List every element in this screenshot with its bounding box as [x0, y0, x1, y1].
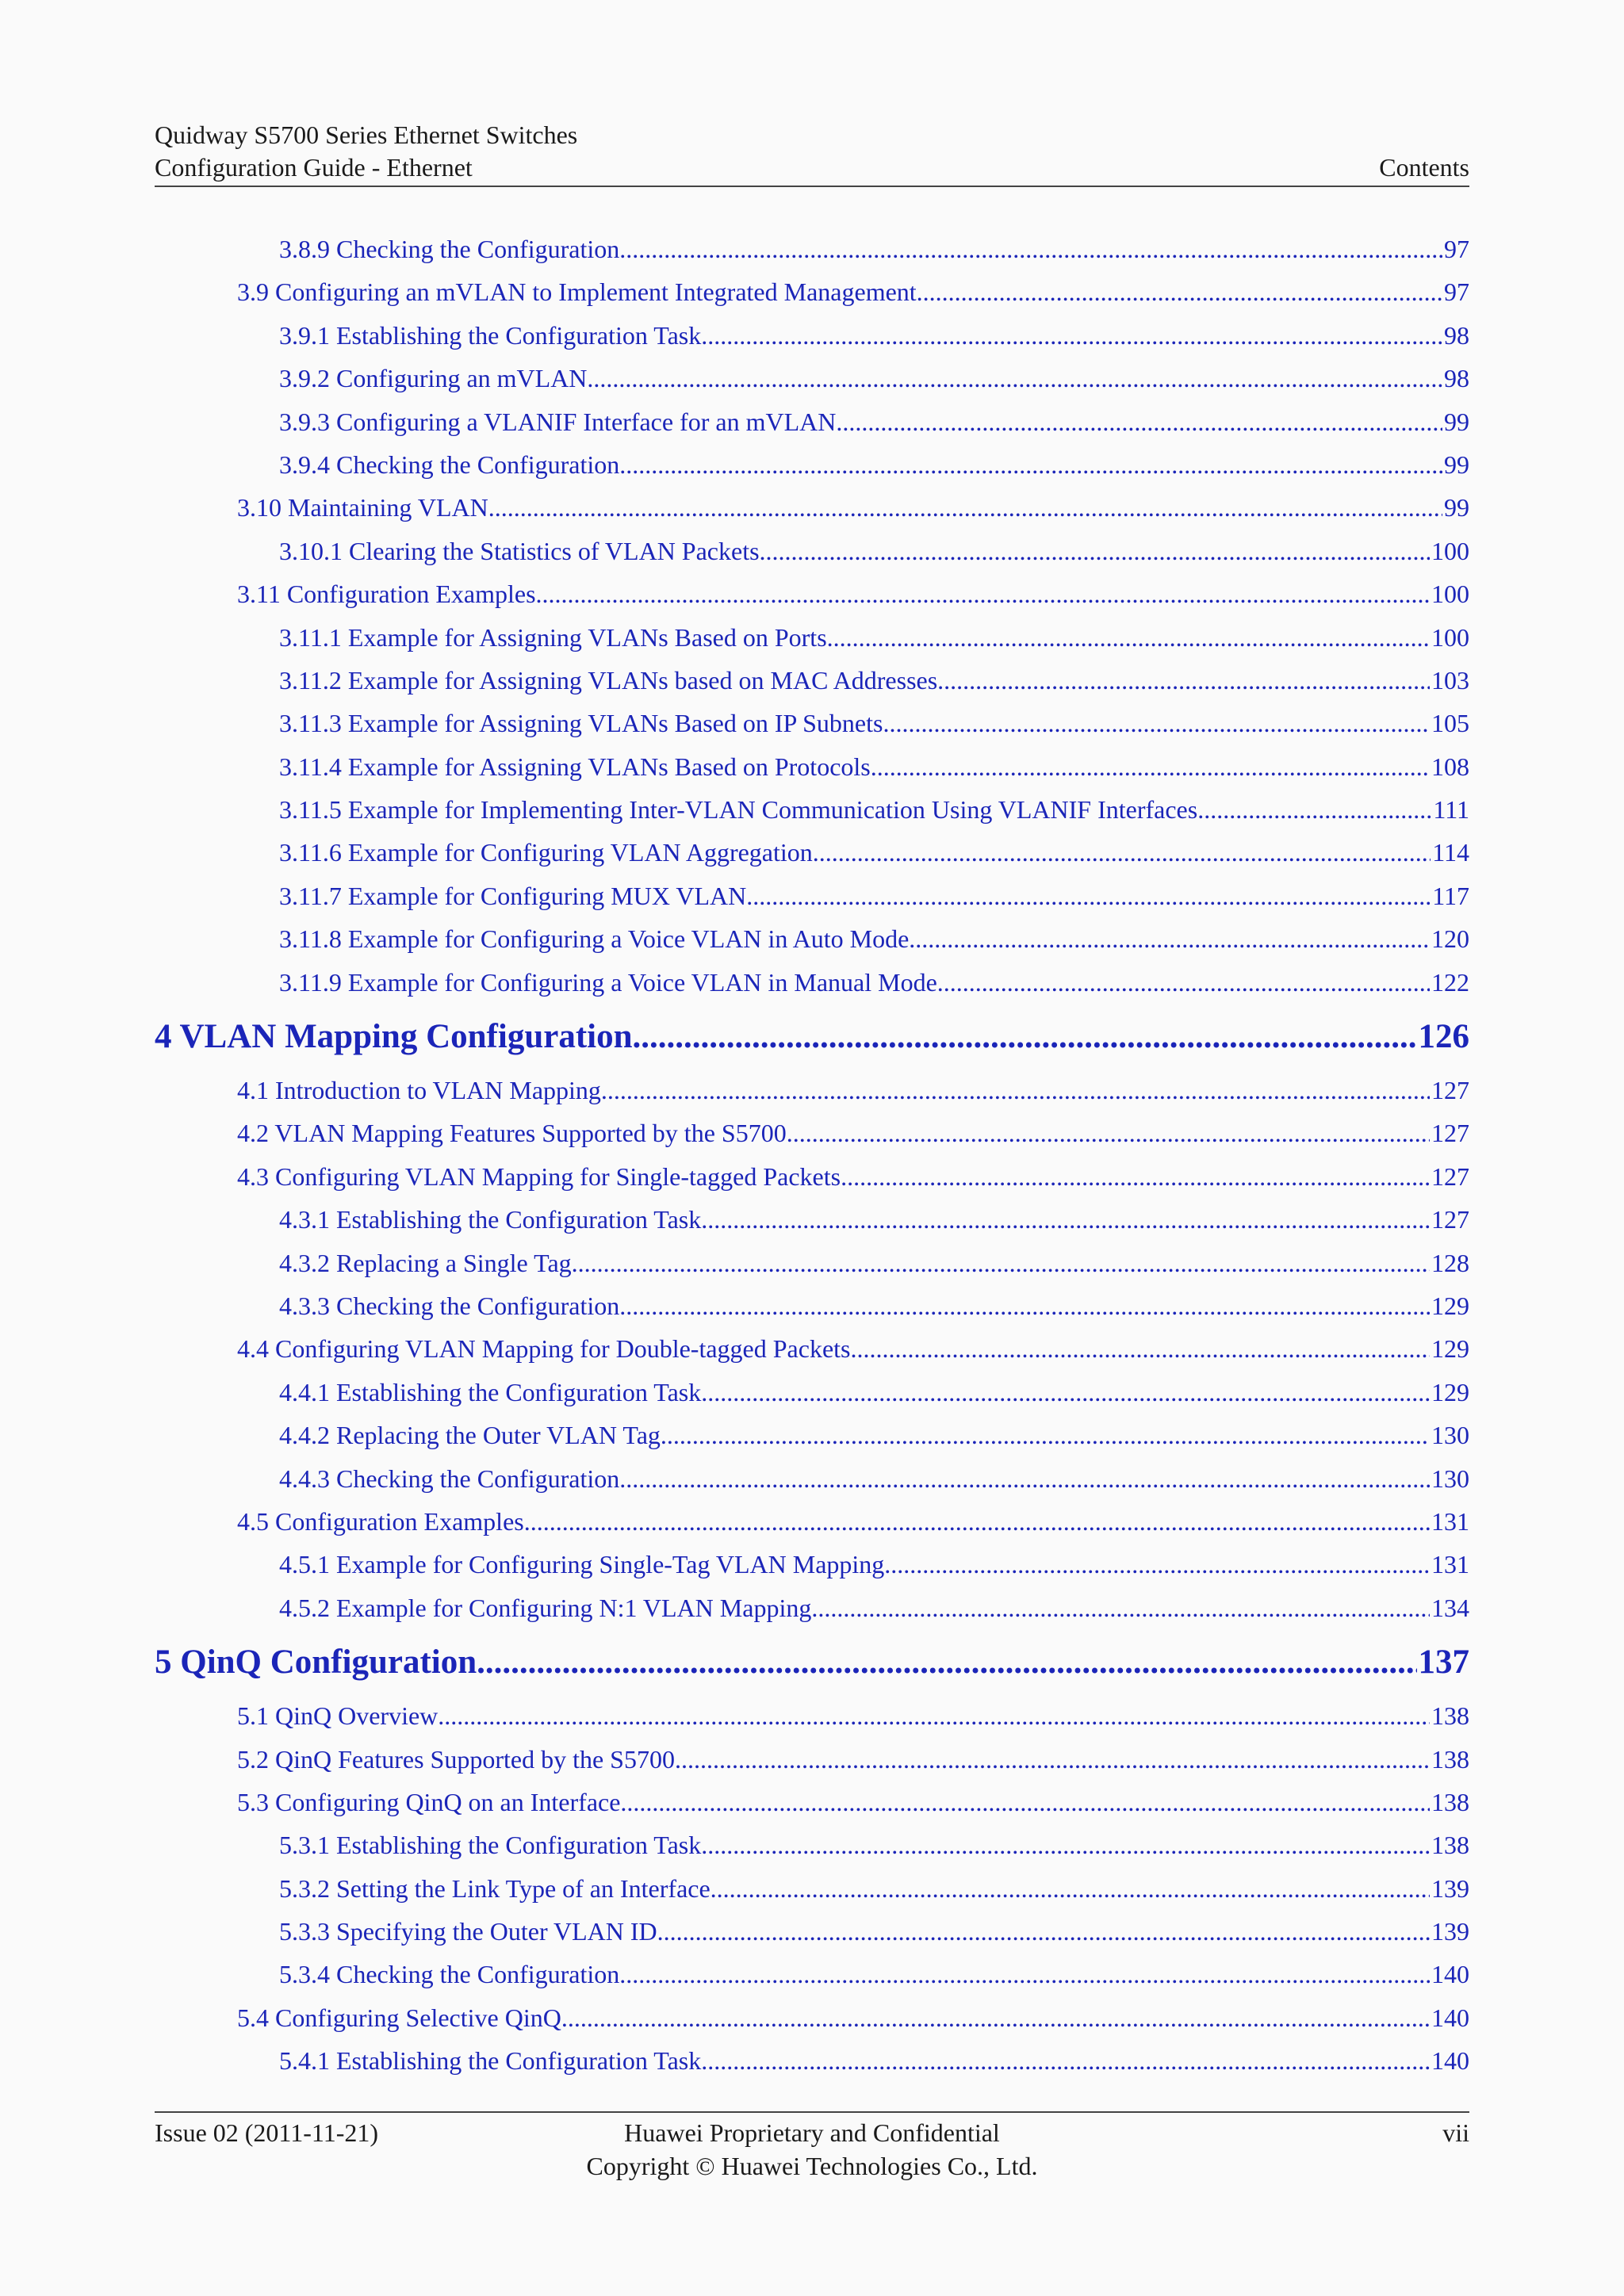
toc-entry-page: 138: [1431, 1744, 1469, 1774]
toc-entry-page: 127: [1431, 1161, 1469, 1191]
toc-dot-leader: [675, 1738, 1430, 1781]
toc-dot-leader: [937, 659, 1430, 702]
toc-entry-title: 3.11.4 Example for Assigning VLANs Based on Protocols: [279, 752, 871, 781]
toc-dot-leader: [701, 1198, 1430, 1241]
toc-entry-title: 5.3.1 Establishing the Configuration Task: [279, 1831, 702, 1860]
toc-entry[interactable]: [155, 1112, 1469, 1154]
toc-entry-title: 3.9.4 Checking the Configuration: [279, 450, 620, 479]
footer-confidential: Huawei Proprietary and Confidential: [624, 2118, 1000, 2147]
toc-entry[interactable]: [155, 357, 1469, 400]
toc-entry-title: 4.5.1 Example for Configuring Single-Tag VLAN Mapping: [279, 1550, 885, 1579]
toc-entry[interactable]: [155, 400, 1469, 443]
toc-entry-title: 3.9.1 Establishing the Configuration Task: [279, 320, 702, 350]
toc-entry-title: 4.2 VLAN Mapping Features Supported by the S5700: [237, 1119, 787, 1148]
toc-entry-page: 97: [1444, 235, 1469, 263]
table-of-contents: [155, 228, 1469, 2083]
toc-dot-leader: [619, 1953, 1430, 1996]
toc-dot-leader: [811, 1586, 1430, 1629]
toc-entry-title: 3.11 Configuration Examples: [237, 580, 536, 609]
toc-entry[interactable]: [155, 314, 1469, 357]
toc-dot-leader: [701, 2039, 1430, 2082]
footer-copyright: Copyright © Huawei Technologies Co., Ltd.: [586, 2152, 1038, 2180]
toc-entry-page: 134: [1431, 1593, 1469, 1622]
toc-dot-leader: [561, 1996, 1430, 2039]
toc-dot-leader: [937, 961, 1430, 1004]
toc-dot-leader: [619, 1457, 1430, 1500]
toc-entry-page: 131: [1431, 1550, 1469, 1579]
toc-entry-title: 3.11.5 Example for Implementing Inter-VLAN Communication Using VLANIF Interfaces: [279, 795, 1198, 825]
toc-dot-leader: [841, 1155, 1430, 1198]
toc-entry-title: 4.5.2 Example for Configuring N:1 VLAN Mapping: [279, 1593, 812, 1622]
toc-entry-page: 130: [1431, 1464, 1469, 1493]
toc-entry-page: 129: [1431, 1291, 1469, 1320]
toc-entry[interactable]: [155, 831, 1469, 874]
toc-dot-leader: [657, 1910, 1430, 1953]
toc-entry-page: 140: [1431, 2046, 1469, 2076]
toc-entry-page: 100: [1431, 622, 1469, 652]
toc-entry[interactable]: [155, 1738, 1469, 1781]
toc-entry-title: 3.11.7 Example for Configuring MUX VLAN: [279, 881, 747, 910]
toc-dot-leader: [619, 1284, 1430, 1327]
toc-dot-leader: [917, 270, 1442, 313]
header-guide-title: Configuration Guide - Ethernet: [155, 153, 473, 182]
toc-entry[interactable]: [155, 1910, 1469, 1953]
page-header: [155, 119, 1469, 187]
toc-entry[interactable]: [155, 228, 1469, 270]
toc-dot-leader: [701, 1823, 1430, 1866]
toc-entry-page: 127: [1431, 1076, 1469, 1105]
toc-entry-page: 140: [1431, 2003, 1469, 2032]
toc-dot-leader: [524, 1500, 1430, 1543]
toc-entry-page: 127: [1431, 1205, 1469, 1234]
toc-entry[interactable]: [155, 1284, 1469, 1327]
toc-dot-leader: [587, 357, 1442, 400]
toc-entry-title: 5.4 Configuring Selective QinQ: [237, 2003, 561, 2032]
toc-dot-leader: [787, 1112, 1430, 1154]
header-product-title: Quidway S5700 Series Ethernet Switches: [155, 121, 578, 149]
toc-entry[interactable]: [155, 961, 1469, 1004]
toc-dot-leader: [701, 314, 1442, 357]
toc-dot-leader: [746, 874, 1431, 917]
toc-entry-title: 5.3.4 Checking the Configuration: [279, 1960, 620, 1989]
toc-dot-leader: [710, 1867, 1430, 1910]
toc-entry-page: 127: [1431, 1119, 1469, 1148]
toc-entry-page: 138: [1431, 1831, 1469, 1860]
toc-entry-page: 100: [1431, 580, 1469, 609]
toc-dot-leader: [619, 228, 1442, 270]
toc-entry-title: 3.9.3 Configuring a VLANIF Interface for an mVLAN: [279, 407, 837, 436]
toc-entry-title: 4.3.2 Replacing a Single Tag: [279, 1248, 572, 1277]
toc-entry-page: 140: [1431, 1960, 1469, 1989]
toc-entry[interactable]: [155, 1781, 1469, 1823]
toc-entry[interactable]: [155, 1327, 1469, 1370]
toc-dot-leader: [572, 1242, 1430, 1284]
toc-entry[interactable]: [155, 1634, 1469, 1691]
toc-entry[interactable]: [155, 486, 1469, 529]
toc-dot-leader: [438, 1694, 1430, 1737]
toc-entry-page: 98: [1444, 364, 1469, 393]
toc-entry-title: 4.4.3 Checking the Configuration: [279, 1464, 620, 1493]
toc-entry-title: 3.9.2 Configuring an mVLAN: [279, 364, 588, 393]
toc-entry-page: 130: [1431, 1421, 1469, 1450]
toc-entry-page: 99: [1444, 407, 1469, 436]
toc-entry-page: 99: [1444, 450, 1469, 479]
toc-entry-title: 5.3.2 Setting the Link Type of an Interface: [279, 1873, 710, 1903]
toc-entry[interactable]: [155, 1953, 1469, 1996]
toc-entry[interactable]: [155, 745, 1469, 788]
header-section-name: Contents: [1379, 153, 1469, 182]
toc-entry[interactable]: [155, 1457, 1469, 1500]
toc-entry-title: 3.11.6 Example for Configuring VLAN Aggregation: [279, 838, 813, 867]
toc-entry-page: 139: [1431, 1917, 1469, 1946]
toc-entry[interactable]: [155, 788, 1469, 831]
toc-entry-page: 137: [1418, 1644, 1469, 1682]
toc-entry-title: 5.2 QinQ Features Supported by the S5700: [237, 1744, 675, 1774]
toc-entry-page: 97: [1444, 277, 1469, 307]
toc-entry-title: 4.3.3 Checking the Configuration: [279, 1291, 620, 1320]
toc-entry-title: 4.3 Configuring VLAN Mapping for Single-tagged Packets: [237, 1161, 841, 1191]
footer-issue: Issue 02 (2011-11-21): [155, 2118, 379, 2147]
toc-dot-leader: [851, 1327, 1431, 1370]
toc-entry-title: 3.11.1 Example for Assigning VLANs Based on Ports: [279, 622, 827, 652]
toc-entry[interactable]: [155, 1371, 1469, 1414]
toc-entry-page: 108: [1431, 752, 1469, 781]
toc-entry[interactable]: [155, 874, 1469, 917]
toc-entry-title: 4.1 Introduction to VLAN Mapping: [237, 1076, 601, 1105]
toc-entry-page: 122: [1431, 967, 1469, 997]
toc-entry-title: 4.5 Configuration Examples: [237, 1506, 524, 1536]
toc-entry-page: 138: [1431, 1701, 1469, 1731]
toc-entry[interactable]: [155, 1198, 1469, 1241]
toc-dot-leader: [633, 1008, 1417, 1066]
toc-entry-page: 105: [1431, 709, 1469, 738]
toc-entry[interactable]: [155, 1008, 1469, 1066]
toc-entry-page: 129: [1431, 1377, 1469, 1406]
toc-entry[interactable]: [155, 270, 1469, 313]
toc-entry[interactable]: [155, 2039, 1469, 2082]
toc-entry[interactable]: [155, 443, 1469, 486]
toc-entry-page: 131: [1431, 1506, 1469, 1536]
toc-entry-page: 128: [1431, 1248, 1469, 1277]
toc-entry-page: 129: [1431, 1334, 1469, 1364]
toc-entry[interactable]: [155, 1867, 1469, 1910]
toc-dot-leader: [601, 1069, 1430, 1112]
toc-entry-title: 3.11.9 Example for Configuring a Voice VLAN in Manual Mode: [279, 967, 937, 997]
toc-entry-title: 5.4.1 Establishing the Configuration Task: [279, 2046, 702, 2076]
toc-entry[interactable]: [155, 702, 1469, 744]
toc-entry-page: 138: [1431, 1787, 1469, 1816]
toc-entry-page: 120: [1431, 924, 1469, 954]
toc-dot-leader: [909, 917, 1430, 960]
toc-entry-title: 4.4 Configuring VLAN Mapping for Double-tagged Packets: [237, 1334, 851, 1364]
toc-entry-title: 3.11.2 Example for Assigning VLANs based on MAC Addresses: [279, 665, 938, 695]
page-footer: [155, 2111, 1469, 2183]
toc-entry-title: 5.3.3 Specifying the Outer VLAN ID: [279, 1917, 657, 1946]
toc-entry-page: 139: [1431, 1873, 1469, 1903]
toc-entry[interactable]: [155, 616, 1469, 659]
toc-entry-title: 3.8.9 Checking the Configuration: [279, 235, 620, 263]
toc-dot-leader: [661, 1414, 1430, 1456]
toc-dot-leader: [827, 616, 1430, 659]
toc-entry[interactable]: [155, 1500, 1469, 1543]
toc-dot-leader: [477, 1634, 1416, 1691]
toc-entry-title: 5 QinQ Configuration: [155, 1644, 477, 1682]
toc-entry-title: 5.1 QinQ Overview: [237, 1701, 439, 1731]
toc-entry-title: 4.4.1 Establishing the Configuration Task: [279, 1377, 702, 1406]
toc-entry-title: 5.3 Configuring QinQ on an Interface: [237, 1787, 621, 1816]
toc-entry-page: 117: [1432, 881, 1469, 910]
toc-entry[interactable]: [155, 1996, 1469, 2039]
toc-entry[interactable]: [155, 1586, 1469, 1629]
toc-entry-page: 98: [1444, 320, 1469, 350]
toc-entry-title: 3.9 Configuring an mVLAN to Implement Integrated Management: [237, 277, 917, 307]
toc-entry-title: 4 VLAN Mapping Configuration: [155, 1018, 633, 1056]
toc-dot-leader: [536, 572, 1430, 615]
toc-entry[interactable]: [155, 530, 1469, 572]
footer-page-number: vii: [1442, 2118, 1469, 2147]
toc-entry[interactable]: [155, 1823, 1469, 1866]
toc-entry-page: 100: [1431, 536, 1469, 565]
toc-entry[interactable]: [155, 1694, 1469, 1737]
toc-entry[interactable]: [155, 659, 1469, 702]
toc-dot-leader: [883, 702, 1430, 744]
toc-entry-page: 111: [1433, 795, 1469, 825]
toc-entry[interactable]: [155, 1155, 1469, 1198]
toc-entry-page: 103: [1431, 665, 1469, 695]
toc-entry-page: 114: [1432, 838, 1469, 867]
toc-entry-title: 3.11.3 Example for Assigning VLANs Based on IP Subnets: [279, 709, 883, 738]
toc-dot-leader: [619, 443, 1442, 486]
toc-entry-title: 3.11.8 Example for Configuring a Voice VLAN in Auto Mode: [279, 924, 910, 954]
toc-dot-leader: [701, 1371, 1430, 1414]
toc-dot-leader: [1197, 788, 1431, 831]
toc-entry-title: 3.10 Maintaining VLAN: [237, 493, 488, 522]
toc-dot-leader: [620, 1781, 1430, 1823]
toc-entry[interactable]: [155, 1242, 1469, 1284]
toc-entry-page: 126: [1418, 1018, 1469, 1056]
toc-entry[interactable]: [155, 1543, 1469, 1586]
toc-entry-page: 99: [1444, 493, 1469, 522]
toc-dot-leader: [884, 1543, 1430, 1586]
toc-dot-leader: [836, 400, 1442, 443]
toc-dot-leader: [813, 831, 1431, 874]
toc-entry-title: 4.4.2 Replacing the Outer VLAN Tag: [279, 1421, 661, 1450]
toc-dot-leader: [760, 530, 1430, 572]
toc-entry-title: 3.10.1 Clearing the Statistics of VLAN Packets: [279, 536, 760, 565]
toc-entry-title: 4.3.1 Establishing the Configuration Task: [279, 1205, 702, 1234]
toc-entry[interactable]: [155, 572, 1469, 615]
toc-entry[interactable]: [155, 1414, 1469, 1456]
toc-dot-leader: [871, 745, 1430, 788]
toc-entry[interactable]: [155, 1069, 1469, 1112]
toc-dot-leader: [488, 486, 1442, 529]
toc-entry[interactable]: [155, 917, 1469, 960]
